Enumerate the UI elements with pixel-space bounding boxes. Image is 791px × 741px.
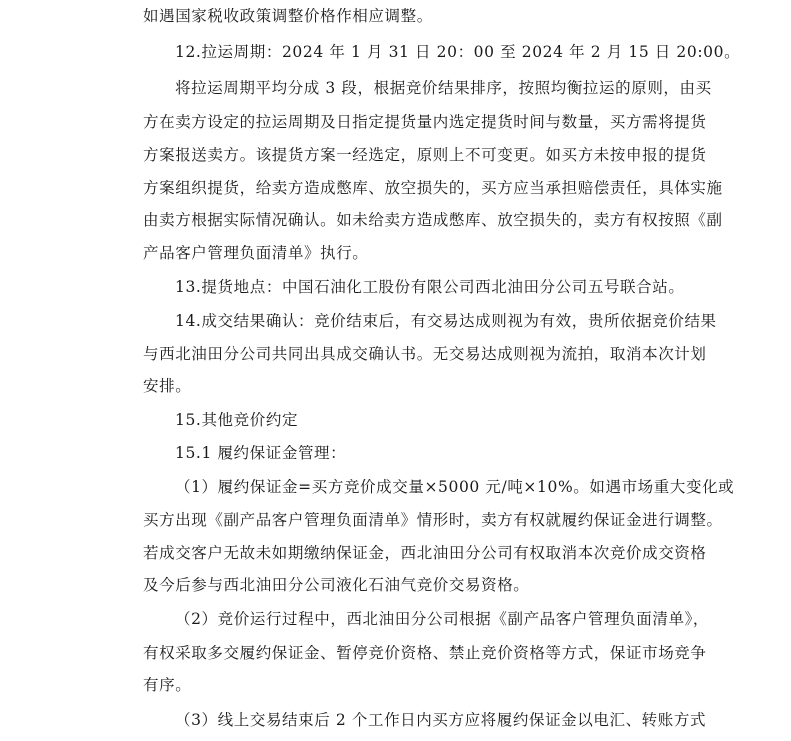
text-line: （3）线上交易结束后 2 个工作日内买方应将履约保证金以电汇、转账方式 [175,711,707,729]
text-line: 方案报送卖方。该提货方案一经选定，原则上不可变更。如买方未按申报的提货 [143,146,707,164]
text-line: 14.成交结果确认：竞价结束后，有交易达成则视为有效，贵所依据竞价结果 [175,312,717,330]
text-line: 安排。 [143,377,192,395]
text-line: 方在卖方设定的拉运周期及日指定提货量内选定提货时间与数量，买方需将提货 [143,113,707,131]
text-line: 及今后参与西北油田分公司液化石油气竞价交易资格。 [143,576,530,594]
text-line: 有序。 [143,676,192,694]
text-line: 有权采取多交履约保证金、暂停竞价资格、禁止竞价资格等方式，保证市场竞争 [143,644,707,662]
subsection-heading: 15.1 履约保证金管理： [175,444,347,462]
text-line: 买方出现《副产品客户管理负面清单》情形时，卖方有权就履约保证金进行调整。 [143,511,723,529]
section-heading: 15.其他竞价约定 [175,411,299,429]
text-line: 若成交客户无故未如期缴纳保证金，西北油田分公司有权取消本次竞价成交资格 [143,544,707,562]
text-line: 如遇国家税收政策调整价格作相应调整。 [143,7,433,25]
text-line: 13.提货地点：中国石油化工股份有限公司西北油田分公司五号联合站。 [175,278,685,296]
text-line: 与西北油田分公司共同出具成交确认书。无交易达成则视为流拍，取消本次计划 [143,345,707,363]
text-line: 将拉运周期平均分成 3 段，根据竞价结果排序，按照均衡拉运的原则，由买 [175,79,712,97]
text-line: （1）履约保证金=买方竞价成交量×5000 元/吨×10%。如遇市场重大变化或 [175,478,735,496]
text-line: 方案组织提货，给卖方造成憋库、放空损失的，买方应当承担赔偿责任，具体实施 [143,179,723,197]
text-line: 由卖方根据实际情况确认。如未给卖方造成憋库、放空损失的，卖方有权按照《副 [143,211,723,229]
text-line: （2）竞价运行过程中，西北油田分公司根据《副产品客户管理负面清单》， [175,610,710,628]
text-line: 产品客户管理负面清单》执行。 [143,244,369,262]
text-line: 12.拉运周期：2024 年 1 月 31 日 20：00 至 2024 年 2 月 15 日 20:00。 [175,43,741,61]
